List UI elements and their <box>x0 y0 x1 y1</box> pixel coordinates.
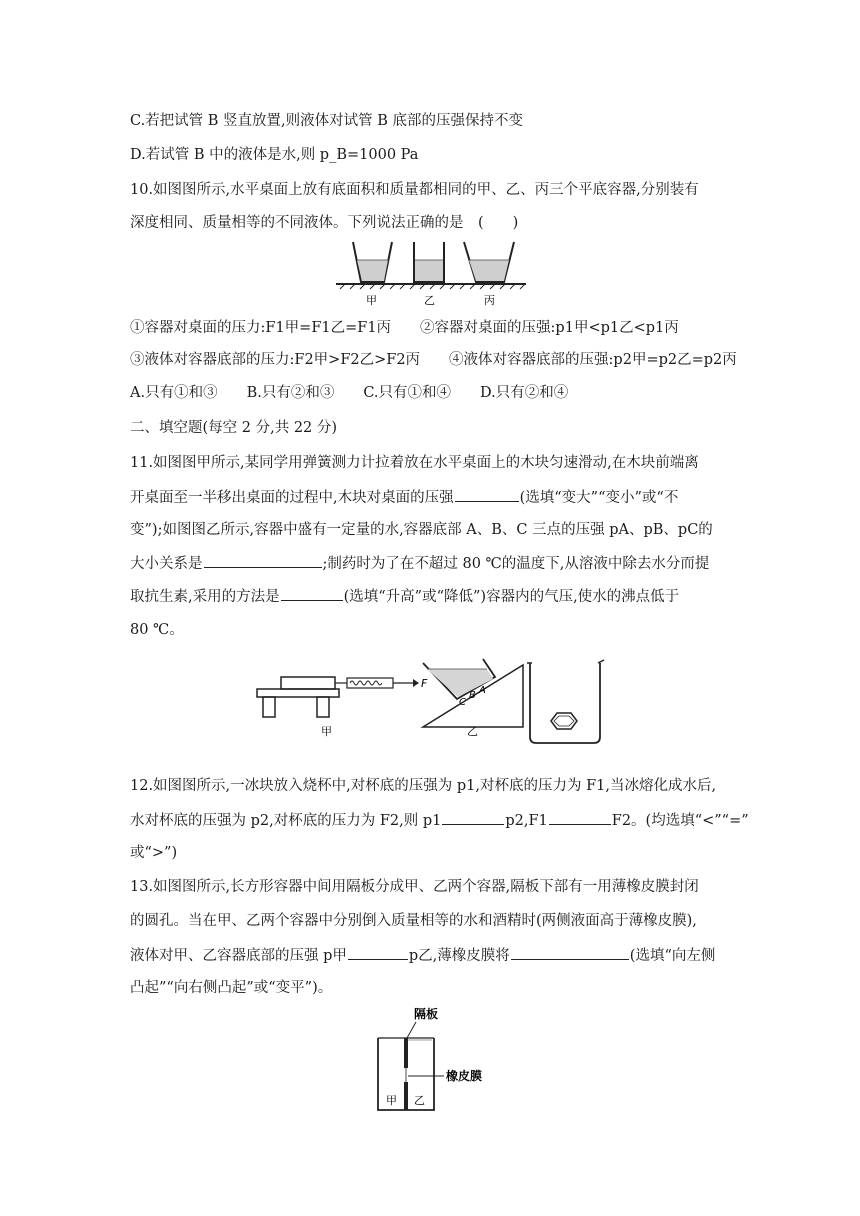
q13-line3 <box>130 945 715 966</box>
q10-statement2: ②容器对桌面的压强:p1甲<p1乙<p1丙 <box>420 320 679 336</box>
q9-option-d: D.若试管 B 中的液体是水,则 p_B=1000 Pa <box>130 147 419 163</box>
q11-line2-b: (选填“变大”“变小”或“不 <box>519 490 679 506</box>
q12-line2 <box>130 810 749 831</box>
point-c-label: C <box>459 697 466 708</box>
membrane-label: 橡皮膜 <box>446 1069 483 1083</box>
q10-containers-figure <box>336 238 526 310</box>
point-a-label: A <box>479 685 486 696</box>
q11-line5-a: 取抗生素,采用的方法是 <box>130 589 280 605</box>
q10-option-b: B.只有②和③ <box>246 385 335 401</box>
label-jia: 甲 <box>366 294 377 307</box>
q13-blank-2[interactable] <box>511 945 629 960</box>
q13-line3-a: 液体对甲、乙容器底部的压强 p甲 <box>130 948 347 964</box>
q10-statement1: ①容器对桌面的压力:F1甲=F1乙=F1丙 <box>130 320 392 336</box>
container-bing <box>464 242 514 282</box>
q11-figure-jia <box>257 677 428 738</box>
q13-line3-b: p乙,薄橡皮膜将 <box>408 948 510 964</box>
q11-line2 <box>130 487 678 508</box>
label-jia-11: 甲 <box>321 725 332 738</box>
q12-line2-a: 水对杯底的压强为 p2,对杯底的压力为 F2,则 p1 <box>130 813 442 829</box>
q10-stem-line2: 深度相同、质量相等的不同液体。下列说法正确的是 ( ) <box>130 215 519 231</box>
q10-option-c: C.只有①和④ <box>363 385 452 401</box>
q11-figure-yi <box>423 659 523 738</box>
q12-beaker-figure <box>527 660 604 743</box>
q13-line4: 凸起”“向右侧凸起”或“变平”)。 <box>130 980 333 996</box>
q10-statements-1-2 <box>130 318 679 338</box>
q11-line6: 80 ℃。 <box>130 622 184 638</box>
q12-line2-c: F2。(均选填“<”“=” <box>611 813 749 829</box>
q10-statement4: ④液体对容器底部的压强:p2甲=p2乙=p2丙 <box>449 352 737 368</box>
q11-line4 <box>130 553 709 574</box>
section2-title: 二、填空题(每空 2 分,共 22 分) <box>130 420 338 436</box>
q13-container-figure <box>374 1008 494 1114</box>
label-yi: 乙 <box>424 294 435 307</box>
label-yi-13: 乙 <box>414 1094 425 1107</box>
q12-blank-1[interactable] <box>442 810 504 825</box>
q10-statements-3-4 <box>130 350 737 370</box>
force-label: F <box>421 677 428 690</box>
q13-line1: 13.如图图所示,长方形容器中间用隔板分成甲、乙两个容器,隔板下部有一用薄橡皮膜封闭 <box>130 879 699 895</box>
q11-blank-3[interactable] <box>281 586 343 601</box>
q11-line5-b: (选填“升高”或“降低”)容器内的气压,使水的沸点低于 <box>343 589 680 605</box>
q11-blank-2[interactable] <box>204 553 322 568</box>
container-yi <box>414 242 444 282</box>
point-b-label: B <box>469 690 476 701</box>
q10-option-d: D.只有②和④ <box>480 385 569 401</box>
label-yi-11: 乙 <box>467 725 478 738</box>
q12-line1: 12.如图图所示,一冰块放入烧杯中,对杯底的压强为 p1,对杯底的压力为 F1,当冰熔化成水后, <box>130 778 717 794</box>
q11-line3: 变”);如图图乙所示,容器中盛有一定量的水,容器底部 A、B、C 三点的压强 pA、pB、pC的 <box>130 522 713 538</box>
q10-statement3: ③液体对容器底部的压力:F2甲>F2乙>F2丙 <box>130 352 421 368</box>
q11-line4-b: ;制药时为了在不超过 80 ℃的温度下,从溶液中除去水分而提 <box>322 556 710 572</box>
q13-line3-c: (选填“向左侧 <box>629 948 716 964</box>
q12-blank-2[interactable] <box>549 810 611 825</box>
q11-blank-1[interactable] <box>455 487 519 502</box>
q13-line2: 的圆孔。当在甲、乙两个容器中分别倒入质量相等的水和酒精时(两侧液面高于薄橡皮膜), <box>130 913 697 929</box>
q9-option-c: C.若把试管 B 竖直放置,则液体对试管 B 底部的压强保持不变 <box>130 113 524 129</box>
q11-line2-a: 开桌面至一半移出桌面的过程中,木块对桌面的压强 <box>130 490 454 506</box>
q11-line5 <box>130 586 679 607</box>
partition-label: 隔板 <box>414 1007 439 1021</box>
label-bing: 丙 <box>484 294 495 307</box>
q10-options <box>130 383 568 403</box>
container-jia <box>353 242 392 282</box>
q12-line3: 或“>”) <box>130 845 178 861</box>
q11-figure <box>255 655 615 755</box>
label-jia-13: 甲 <box>386 1094 397 1107</box>
q11-line1: 11.如图图甲所示,某同学用弹簧测力计拉着放在水平桌面上的木块匀速滑动,在木块前端离 <box>130 455 699 471</box>
q10-stem-line1: 10.如图图所示,水平桌面上放有底面积和质量都相同的甲、乙、丙三个平底容器,分别装有 <box>130 182 699 198</box>
q10-option-a: A.只有①和③ <box>130 385 218 401</box>
q13-blank-1[interactable] <box>348 945 408 960</box>
q12-line2-b: p2,F1 <box>505 813 548 829</box>
q11-line4-a: 大小关系是 <box>130 556 203 572</box>
